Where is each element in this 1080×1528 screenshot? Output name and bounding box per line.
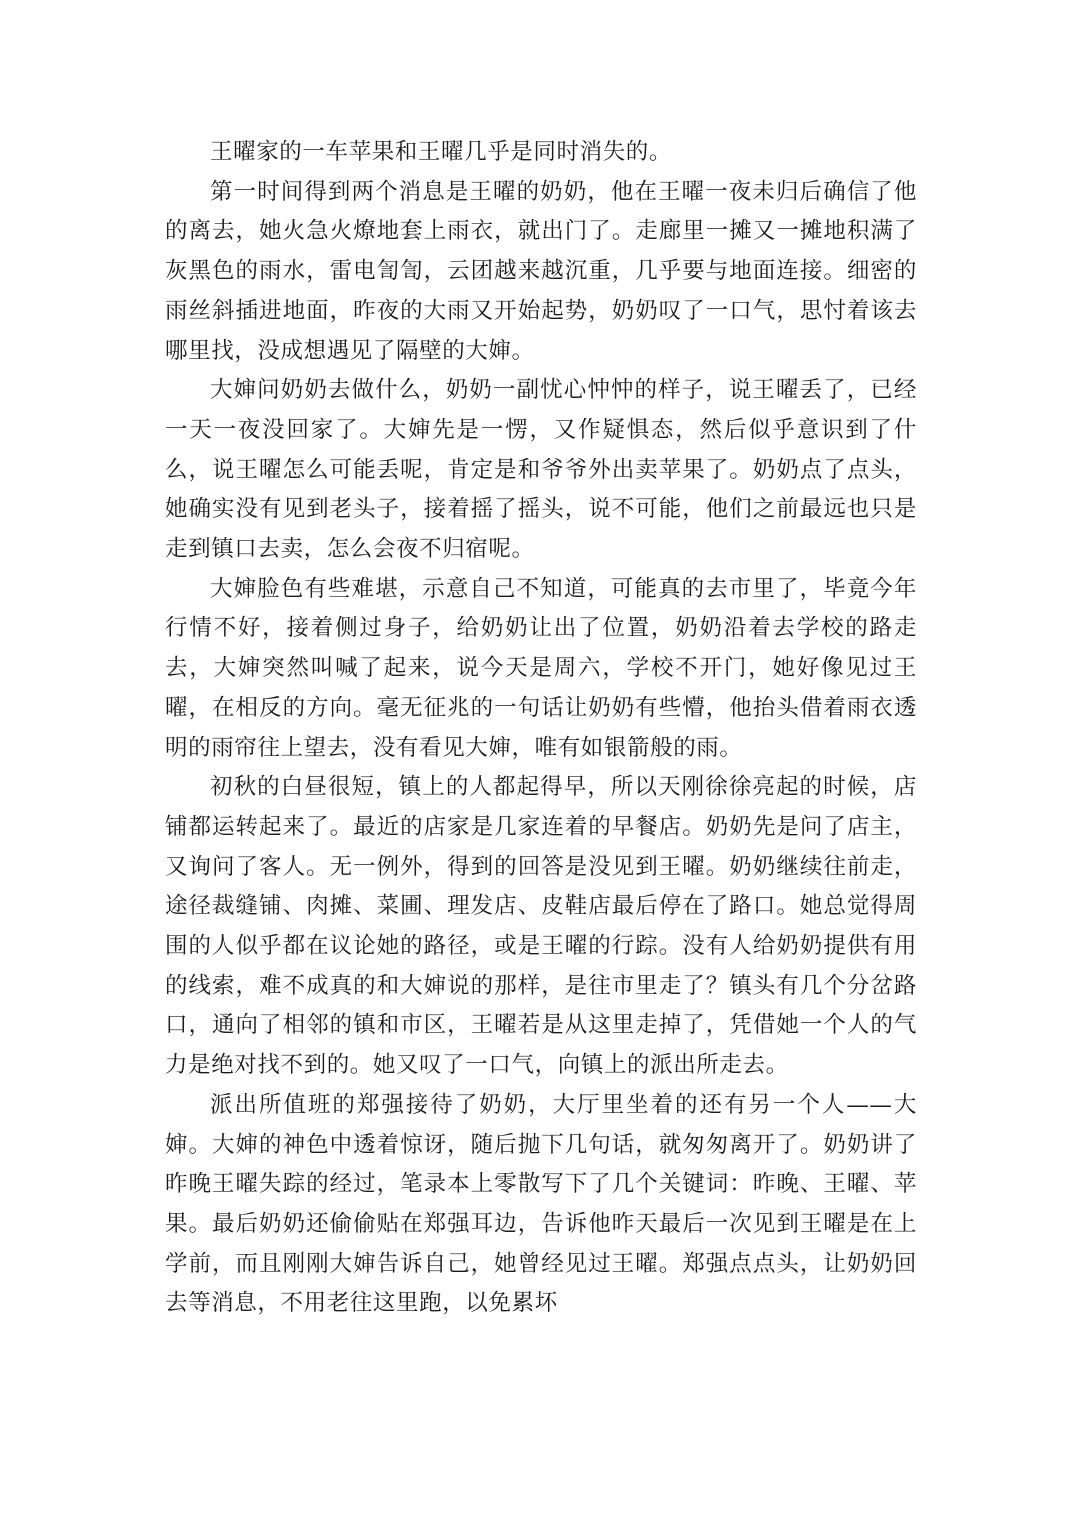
paragraph: 大婶问奶奶去做什么，奶奶一副忧心忡忡的样子，说王曜丢了，已经一天一夜没回家了。大婶先是一愣，又作疑惧态，然后似乎意识到了什么，说王曜怎么可能丢呢，肯定是和爷爷外出卖苹果了。奶奶点了点头，她确实没有见到老头子，接着摇了摇头，说不可能，他们之前最远也只是走到镇口去卖，怎么会夜不归宿呢。: [165, 377, 917, 563]
paragraph: 初秋的白昼很短，镇上的人都起得早，所以天刚徐徐亮起的时候，店铺都运转起来了。最近的店家是几家连着的早餐店。奶奶先是问了店主，又询问了客人。无一例外，得到的回答是没见到王曜。奶奶继续往前走，途径裁缝铺、肉摊、菜圃、理发店、皮鞋店最后停在了路口。她总觉得周围的人似乎都在议论她的路径，或是王曜的行踪。没有人给奶奶提供有用的线索，难不成真的和大婶说的那样，是往市里走了？镇头有几个分岔路口，通向了相邻的镇和市区，王曜若是从这里走掉了，凭借她一个人的气力是绝对找不到的。她又叹了一口气，向镇上的派出所走去。: [165, 774, 917, 1079]
paragraph: 大婶脸色有些难堪，示意自己不知道，可能真的去市里了，毕竟今年行情不好，接着侧过身子，给奶奶让出了位置，奶奶沿着去学校的路走去，大婶突然叫喊了起来，说今天是周六，学校不开门，她好像见过王曜，在相反的方向。毫无征兆的一句话让奶奶有些懵，他抬头借着雨衣透明的雨帘往上望去，没有看见大婶，唯有如银箭般的雨。: [165, 575, 917, 761]
paragraph: 派出所值班的郑强接待了奶奶，大厅里坐着的还有另一个人——大婶。大婶的神色中透着惊讶，随后抛下几句话，就匆匆离开了。奶奶讲了昨晚王曜失踪的经过，笔录本上零散写下了几个关键词：昨晚、王曜、苹果。最后奶奶还偷偷贴在郑强耳边，告诉他昨天最后一次见到王曜是在上学前，而且刚刚大婶告诉自己，她曾经见过王曜。郑强点点头，让奶奶回去等消息，不用老往这里跑，以免累坏: [165, 1091, 917, 1317]
paragraph: 王曜家的一车苹果和王曜几乎是同时消失的。: [210, 139, 673, 165]
paragraph: 第一时间得到两个消息是王曜的奶奶，他在王曜一夜未归后确信了他的离去，她火急火燎地套上雨衣，就出门了。走廊里一摊又一摊地积满了灰黑色的雨水，雷电訇訇，云团越来越沉重，几乎要与地面连接。细密的雨丝斜插进地面，昨夜的大雨又开始起势，奶奶叹了一口气，思忖着该去哪里找，没成想遇见了隔壁的大婶。: [165, 178, 917, 364]
document-page: [165, 133, 917, 1324]
